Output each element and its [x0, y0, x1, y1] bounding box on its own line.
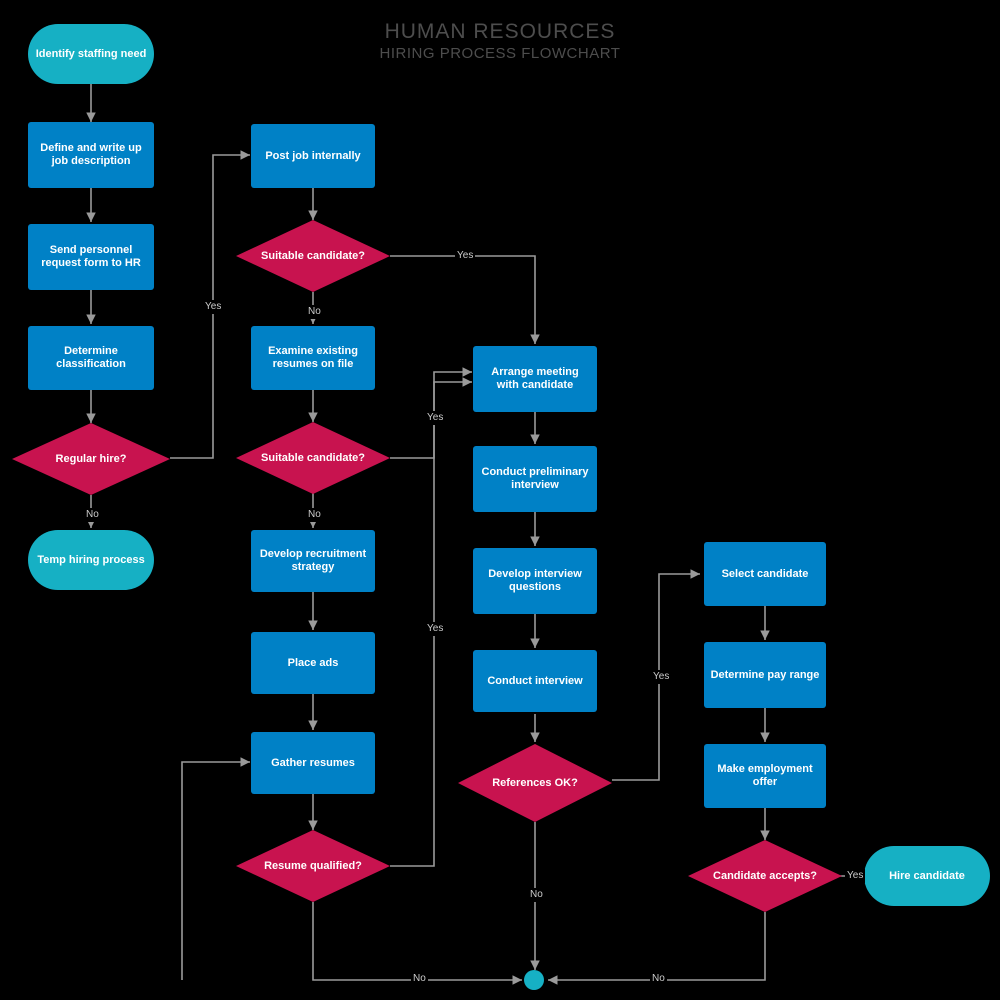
node-label: Determine classification: [56, 345, 126, 370]
node-label: Suitable candidate?: [261, 249, 365, 262]
node-determine-pay-range[interactable]: [704, 642, 826, 708]
node-make-employment-offer[interactable]: [704, 744, 826, 808]
node-references-ok[interactable]: [458, 744, 612, 822]
node-select-candidate[interactable]: [704, 542, 826, 606]
node-label: Develop interview questions: [488, 568, 582, 593]
edge-label-suitable-2-yes: Yes: [427, 412, 444, 423]
node-label: Suitable candidate?: [261, 451, 365, 464]
node-label: Conduct preliminary interview: [481, 466, 589, 491]
node-label: Candidate accepts?: [713, 869, 817, 882]
node-develop-recruitment-strategy[interactable]: [251, 530, 375, 592]
node-define-job-description[interactable]: [28, 122, 154, 188]
node-suitable-candidate-2[interactable]: [236, 422, 390, 494]
node-label: Post job internally: [265, 149, 361, 162]
node-gather-resumes[interactable]: [251, 732, 375, 794]
node-label: Regular hire?: [55, 452, 127, 465]
edge-label-regular-hire-no: No: [86, 509, 99, 520]
node-label: Place ads: [287, 656, 339, 669]
node-develop-interview-questions[interactable]: [473, 548, 597, 614]
node-examine-existing-resumes[interactable]: [251, 326, 375, 390]
node-label: Hire candidate: [889, 869, 965, 882]
edge-label-suitable-1-no: No: [308, 306, 321, 317]
edge-label-resume-qualified-yes: Yes: [427, 623, 444, 634]
edge-label-candidate-accepts-yes: Yes: [847, 870, 864, 881]
node-regular-hire[interactable]: [12, 423, 170, 495]
edge-label-candidate-accepts-no: No: [652, 973, 665, 984]
node-label: References OK?: [492, 776, 578, 789]
node-send-personnel-request[interactable]: [28, 224, 154, 290]
node-resume-qualified[interactable]: [236, 830, 390, 902]
edge-label-suitable-2-no: No: [308, 509, 321, 520]
edge-label-regular-hire-yes: Yes: [205, 301, 222, 312]
node-label: Examine existing resumes on file: [268, 345, 358, 370]
node-label: Conduct interview: [487, 674, 583, 687]
node-label: Send personnel request form to HR: [41, 244, 141, 269]
node-label: Arrange meeting with candidate: [491, 366, 579, 391]
edge-label-resume-qualified-no: No: [413, 973, 426, 984]
node-label: Resume qualified?: [264, 859, 362, 872]
edge-label-references-no: No: [530, 889, 543, 900]
node-arrange-meeting[interactable]: [473, 346, 597, 412]
node-label: Define and write up job description: [40, 142, 142, 167]
node-place-ads[interactable]: [251, 632, 375, 694]
node-conduct-interview[interactable]: [473, 650, 597, 712]
node-identify-staffing-need[interactable]: [28, 24, 154, 84]
node-suitable-candidate-1[interactable]: [236, 220, 390, 292]
node-hire-candidate[interactable]: [864, 846, 990, 906]
flow-merge-connector: [524, 970, 544, 990]
node-candidate-accepts[interactable]: [688, 840, 842, 912]
node-label: Select candidate: [721, 567, 809, 580]
node-label: Make employment offer: [717, 763, 813, 788]
node-post-job-internally[interactable]: [251, 124, 375, 188]
node-label: Gather resumes: [271, 756, 355, 769]
node-conduct-preliminary-interview[interactable]: [473, 446, 597, 512]
title-sub: HIRING PROCESS FLOWCHART: [379, 45, 621, 62]
node-label: Develop recruitment strategy: [259, 548, 367, 573]
node-determine-classification[interactable]: [28, 326, 154, 390]
node-temp-hiring-process[interactable]: [28, 530, 154, 590]
node-label: Temp hiring process: [37, 553, 145, 566]
node-label: Identify staffing need: [35, 47, 147, 60]
edge-label-suitable-1-yes: Yes: [457, 250, 474, 261]
title-main: HUMAN RESOURCES: [384, 20, 616, 43]
node-label: Determine pay range: [710, 668, 820, 681]
edge-label-references-yes: Yes: [653, 671, 670, 682]
